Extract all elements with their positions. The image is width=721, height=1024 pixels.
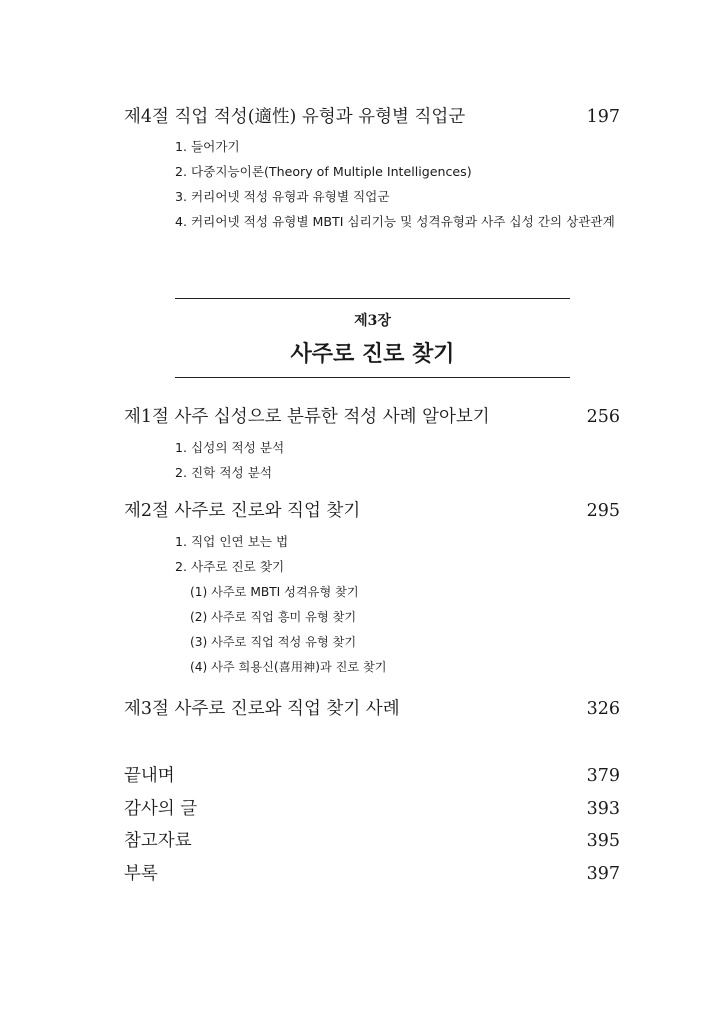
toc-subitem: (2) 사주로 직업 흥미 유형 찾기 (190, 610, 357, 624)
toc-section-3-2 (124, 498, 620, 524)
toc-item: 1. 들어가기 (175, 139, 240, 154)
chapter-rule-bottom (175, 377, 570, 378)
toc-item: 1. 십성의 적성 분석 (175, 440, 285, 455)
section-title: 제1절 사주 십성으로 분류한 적성 사례 알아보기 (124, 407, 490, 427)
entry-title: 감사의 글 (124, 799, 198, 819)
page-number: 326 (586, 699, 620, 719)
section-title: 제3절 사주로 진로와 직업 찾기 사례 (124, 699, 400, 719)
page-number: 379 (586, 766, 620, 786)
toc-section-3-1 (124, 404, 620, 430)
section-title: 제4절 직업 적성(適性) 유형과 유형별 직업군 (124, 107, 466, 127)
page-number: 397 (586, 864, 620, 884)
toc-item: 2. 다중지능이론(Theory of Multiple Intelligences) (175, 164, 472, 179)
page-number: 256 (586, 407, 620, 427)
toc-item: 2. 사주로 진로 찾기 (175, 559, 285, 574)
chapter-title: 사주로 진로 찾기 (290, 341, 455, 367)
toc-section-2-4 (124, 104, 620, 130)
toc-backmatter-appendix (124, 861, 620, 887)
section-title: 제2절 사주로 진로와 직업 찾기 (124, 501, 361, 521)
entry-title: 끝내며 (124, 766, 175, 786)
page-number: 393 (586, 799, 620, 819)
toc-backmatter-references (124, 828, 620, 854)
toc-subitem: (4) 사주 희용신(喜用神)과 진로 찾기 (190, 660, 387, 674)
page-number: 295 (586, 501, 620, 521)
entry-title: 참고자료 (124, 831, 192, 851)
toc-item: 4. 커리어넷 적성 유형별 MBTI 심리기능 및 성격유형과 사주 십성 간의 상관관계 (175, 214, 615, 229)
chapter-label: 제3장 (354, 313, 391, 329)
page-number: 197 (586, 107, 620, 127)
toc-subitem: (3) 사주로 직업 적성 유형 찾기 (190, 635, 357, 649)
toc-backmatter-thanks (124, 796, 620, 822)
page-number: 395 (586, 831, 620, 851)
toc-section-3-3 (124, 696, 620, 722)
chapter-rule-top (175, 298, 570, 299)
toc-subitem: (1) 사주로 MBTI 성격유형 찾기 (190, 585, 359, 599)
toc-item: 3. 커리어넷 적성 유형과 유형별 직업군 (175, 189, 390, 204)
toc-item: 1. 직업 인연 보는 법 (175, 534, 289, 549)
entry-title: 부록 (124, 864, 158, 884)
toc-backmatter-closing (124, 763, 620, 789)
toc-item: 2. 진학 적성 분석 (175, 465, 273, 480)
